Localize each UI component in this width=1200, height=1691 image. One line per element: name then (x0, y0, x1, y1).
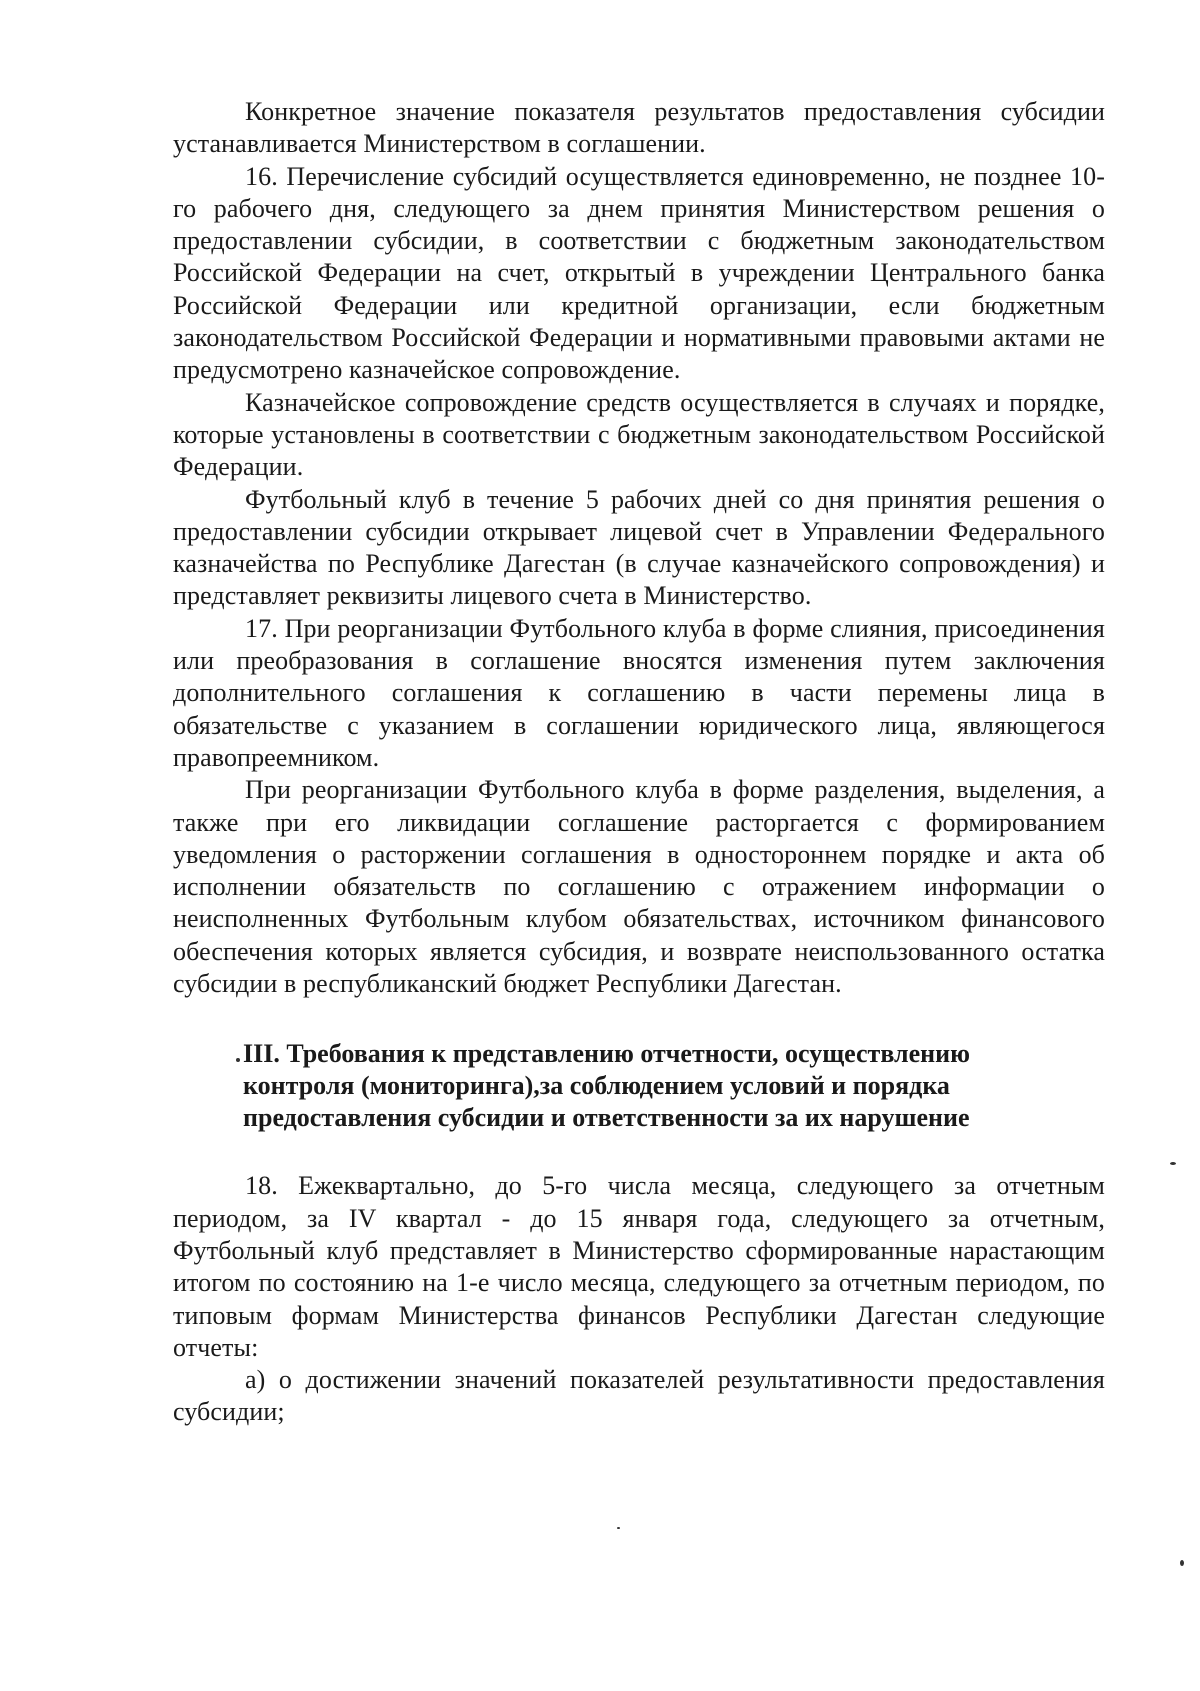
page-content (173, 96, 1105, 1429)
paragraph-17-reorganization: 17. При реорганизации Футбольного клуба в форме слияния, присоединения или преобразования в соглашение вносятся изменения путем заключения дополнительного соглашения к соглашению в части перемены лица в обязательстве с указанием в соглашении юридического лица, являющегося правопреемником. (173, 613, 1105, 772)
paragraph-agreement-termination: При реорганизации Футбольного клуба в форме разделения, выделения, а также при его ликвидации соглашение расторгается с формированием уведомления о расторжении соглашения в одностороннем порядке и акта об исполнении обязательств по соглашению с отражением информации о неисполненных Футбольным клубом обязательствах, источником финансового обеспечения которых является субсидия, и возврате неиспользованного остатка субсидии в республиканский бюджет Республики Дагестан. (173, 775, 1105, 999)
section-heading-iii: III. Требования к представлению отчетности, осуществлению контроля (мониторинга),за соблюдением условий и порядка предоставления субсидии и ответственности за их нарушение (243, 1039, 970, 1133)
paragraph-indicator-value: Конкретное значение показателя результатов предоставления субсидии устанавливается Министерством в соглашении. (173, 97, 1105, 159)
paragraph-16-transfer: 16. Перечисление субсидий осуществляется единовременно, не позднее 10-го рабочего дня, следующего за днем принятия Министерством решения о предоставлении субсидии, в соответствии с бюджетным законодательством Российской Федерации на счет, открытый в учреждении Центрального банка Российской Федерации или кредитной организации, если бюджетным законодательством Российской Федерации и нормативными правовыми актами не предусмотрено казначейское сопровождение. (173, 161, 1105, 385)
scan-speck (1170, 1162, 1176, 1165)
scan-speck (617, 1527, 620, 1529)
paragraph-personal-account: Футбольный клуб в течение 5 рабочих дней со дня принятия решения о предоставлении субсидии открывает лицевой счет в Управлении Федерального казначейства по Республике Дагестан (в случае казначейского сопровождения) и представляет реквизиты лицевого счета в Министерство. (173, 484, 1105, 611)
paragraph-18a-indicators: а) о достижении значений показателей результативности предоставления субсидии; (173, 1365, 1105, 1427)
paragraph-18-quarterly-reports: 18. Ежеквартально, до 5-го числа месяца, следующего за отчетным периодом, за IV квартал - до 15 января года, следующего за отчетным, Футбольный клуб представляет в Министерство сформированные нарастающим итогом по состоянию на 1-е число месяца, следующего за отчетным периодом, по типовым формам Министерства финансов Республики Дагестан следующие отчеты: (173, 1171, 1105, 1362)
paragraph-treasury-support: Казначейское сопровождение средств осуществляется в случаях и порядке, которые установлены в соответствии с бюджетным законодательством Российской Федерации. (173, 387, 1105, 482)
scan-speck (1180, 1560, 1184, 1566)
scan-speck (236, 1058, 240, 1062)
